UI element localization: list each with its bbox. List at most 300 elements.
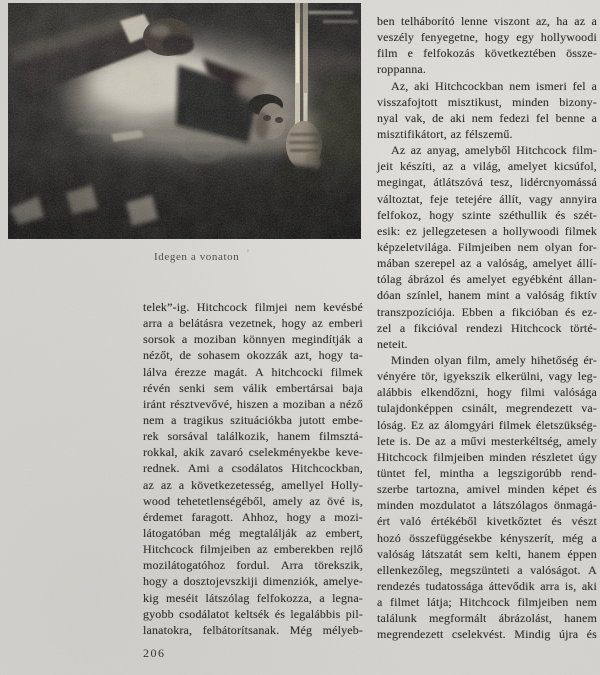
word: legszigorúbb [497, 465, 562, 480]
word: fedezi [499, 110, 530, 125]
word: hanem [448, 288, 481, 303]
word: filmjeiben [433, 449, 484, 464]
word: faragott. [191, 509, 234, 524]
text-line [377, 547, 597, 563]
word: minden [489, 449, 527, 464]
word: az [312, 316, 323, 331]
word: a [517, 562, 523, 577]
text-line [143, 413, 363, 429]
word: a [272, 396, 279, 411]
word: feje [429, 191, 449, 206]
word: aki [414, 78, 430, 93]
text-line [143, 429, 363, 445]
text-line [143, 461, 363, 477]
word: senki [179, 380, 206, 395]
word: mozilátogatóhoz [143, 558, 226, 573]
word: mozi- [334, 509, 363, 524]
text-line [377, 627, 597, 643]
word: művi [460, 433, 487, 448]
word: hiszen [236, 396, 269, 411]
word: színlel, [406, 288, 443, 303]
word: misztikust, [447, 94, 502, 109]
word: tartozna, [416, 482, 460, 497]
word: érezze [174, 364, 207, 379]
word: valósága [553, 385, 597, 400]
word: és [551, 514, 562, 529]
word: Ami [187, 461, 210, 476]
word: is. [399, 433, 412, 448]
word: egyébként [511, 272, 563, 287]
text-line [143, 445, 363, 461]
word: hollywoodi [540, 30, 597, 45]
word: részletet [531, 449, 574, 464]
word: anyag, [427, 143, 460, 158]
text-line [377, 143, 597, 159]
word: hanem [564, 611, 597, 626]
word: a [357, 332, 363, 347]
word: csodálatos [231, 461, 284, 476]
word: nem [509, 78, 531, 93]
word: e [407, 46, 414, 61]
word: jutott [299, 412, 326, 427]
word: az [450, 126, 462, 141]
word: és [274, 606, 286, 621]
word: hitchcocki [271, 364, 324, 379]
word: megformált [429, 611, 487, 626]
word: a [319, 590, 325, 605]
caption-stray-mark: ʼ [246, 248, 250, 258]
word: fel, [414, 465, 431, 480]
word: filmsztá- [318, 429, 363, 444]
word: amelyet [532, 256, 572, 271]
word: tör, [421, 369, 438, 384]
text-line [377, 288, 597, 304]
word: cselekményekbe [248, 445, 330, 460]
word: megtalálják [239, 525, 298, 540]
word: értékéből [430, 514, 477, 529]
word: minden [507, 482, 545, 497]
word: sem [469, 546, 489, 561]
text-line [377, 385, 597, 401]
text-line [377, 175, 597, 191]
word: amely [566, 433, 597, 448]
word: a [591, 78, 597, 93]
text-line [143, 526, 363, 542]
word: felfokozás [423, 46, 475, 61]
word: embertársai [276, 380, 334, 395]
text-line [377, 450, 597, 466]
word: iránt [143, 396, 166, 411]
text-line [377, 434, 597, 450]
word: De [415, 433, 431, 448]
word: amivel [466, 482, 501, 497]
text-line [377, 595, 597, 611]
word: ben [377, 14, 395, 28]
word: és [555, 207, 566, 222]
word: szinte [462, 207, 491, 222]
text-line [377, 14, 597, 30]
word: tüntet [377, 465, 406, 480]
word: ta- [349, 348, 363, 363]
word: még [209, 525, 231, 540]
text-line [377, 531, 597, 547]
word: a [591, 110, 597, 125]
word: a [481, 498, 487, 513]
word: változtat, [377, 191, 423, 206]
word: látszólag [205, 590, 250, 605]
word: megrendezett [506, 401, 573, 416]
word: ért [377, 514, 391, 529]
word: fel [536, 110, 550, 125]
word: a [591, 530, 597, 545]
word: félszemű. [465, 126, 513, 141]
word: akik [183, 445, 205, 460]
word: legna- [332, 590, 363, 605]
word: törté- [570, 320, 597, 335]
word: a [399, 320, 406, 335]
text-line [143, 510, 363, 526]
word: és [564, 304, 576, 319]
word: a [377, 595, 383, 610]
word: hollywoodi [503, 223, 560, 238]
word: mint [486, 288, 510, 303]
word: meséit [166, 590, 199, 605]
word: hihetőség [530, 352, 579, 367]
text-line [143, 316, 363, 332]
word: Ebben [461, 304, 494, 319]
word: a [491, 223, 498, 238]
word: hanem [527, 546, 561, 561]
word: állan- [568, 272, 597, 287]
word: a [450, 433, 457, 448]
word: zel [377, 320, 392, 335]
word: hogy [286, 509, 312, 524]
text-line [377, 337, 597, 353]
word: következetesség, [191, 477, 275, 492]
word: szét- [573, 207, 597, 222]
word: fiktív [570, 288, 597, 303]
word: a [178, 477, 185, 492]
word: a [483, 465, 489, 480]
word: igyekszik [443, 369, 491, 384]
word: alábbis [377, 385, 413, 400]
word: következtében [484, 46, 557, 61]
text-line [377, 46, 597, 62]
word: Hitchcock [377, 449, 428, 464]
word: kig [143, 590, 159, 605]
text-line [377, 482, 597, 498]
word: ábrázolást, [498, 611, 553, 626]
word: úgy [578, 449, 597, 464]
word: a [499, 304, 506, 319]
word: az [410, 143, 422, 158]
word: szerbe [377, 482, 409, 497]
word: érdemet [143, 509, 183, 524]
text-line [143, 365, 363, 381]
word: moziban [282, 396, 326, 411]
word: ábrázol [407, 272, 445, 287]
word: tragikus [183, 412, 224, 427]
word: dosztojevszkiji [183, 574, 258, 589]
photo-caption-text: Idegen a vonaton [154, 251, 240, 263]
word: az [442, 159, 454, 174]
word: Minden [391, 352, 430, 367]
word: sorsával [167, 429, 209, 444]
word: olyan [434, 352, 462, 367]
word: de [432, 110, 444, 125]
word: belátásra [179, 316, 224, 331]
word: képet [552, 482, 580, 497]
word: megrendezett [377, 627, 444, 642]
word: baja [342, 380, 363, 395]
page-number: 206 [143, 646, 166, 660]
text-line [143, 607, 363, 623]
word: sorsok [143, 332, 176, 347]
word: fel [572, 78, 586, 93]
word: mintha [439, 465, 475, 480]
word: és [586, 482, 597, 497]
word: valóság, [486, 256, 528, 271]
text-line [377, 498, 597, 514]
word: hogy [429, 207, 454, 222]
text-line [377, 563, 597, 579]
word: lidércnyomássá [520, 175, 597, 190]
word: aki [450, 110, 466, 125]
text-line [377, 62, 597, 78]
word: tesz, [490, 175, 513, 190]
word: vészt [571, 514, 597, 529]
right-text-column [377, 14, 597, 643]
word: csodálatot [179, 606, 230, 621]
word: rek [143, 429, 159, 444]
word: az [143, 477, 154, 492]
word: Az, [391, 78, 409, 93]
word: minden [512, 94, 550, 109]
word: a [181, 332, 188, 347]
word: kevésbé [323, 300, 363, 314]
word: megingat, [377, 175, 427, 190]
word: kelti, [495, 546, 522, 561]
word: felfokozza, [256, 590, 313, 605]
word: hogy [484, 30, 510, 45]
word: mesterkéltség, [491, 433, 563, 448]
text-line [143, 478, 363, 494]
word: zavaró [210, 445, 244, 460]
word: az [305, 525, 317, 540]
word: ér- [583, 352, 597, 367]
word: nem [575, 595, 597, 610]
word: a [217, 461, 224, 476]
text-line [143, 397, 363, 413]
word: gyobb [143, 606, 174, 621]
word: tehetetlenségéből, [176, 493, 266, 508]
photo-caption [154, 248, 250, 263]
word: és [450, 272, 461, 287]
text-line [377, 579, 597, 595]
word: okozzák [246, 348, 288, 363]
word: embert, [325, 525, 363, 540]
word: de [179, 348, 192, 363]
word: résztvevővé, [170, 396, 233, 411]
word: veszély [377, 30, 415, 45]
word: Hitchcockban [435, 78, 504, 93]
word: visszafojtott [377, 94, 438, 109]
word: látszólagos [492, 498, 548, 513]
word: révén [143, 380, 171, 395]
word: filmjei [254, 300, 288, 314]
word: nem [294, 300, 317, 314]
word: rejlő [340, 542, 363, 557]
word: film- [572, 143, 597, 158]
text-line [377, 192, 597, 208]
word: látogatóban [143, 525, 201, 540]
word: a [591, 14, 597, 28]
word: elkendőzni, [420, 385, 479, 400]
text-line [377, 30, 597, 46]
word: az [256, 542, 268, 557]
word: cselekvést. [451, 627, 506, 642]
text-line [377, 79, 597, 95]
word: keve- [335, 445, 363, 460]
word: fordul. [236, 558, 270, 573]
word: jeit [377, 159, 393, 174]
word: a [171, 412, 177, 427]
word: embe- [332, 412, 363, 427]
word: tulajdonképpen [377, 401, 454, 416]
word: való [399, 514, 422, 529]
text-line [377, 514, 597, 530]
word: mozdulatot [419, 498, 476, 513]
word: filmjeiben [199, 542, 251, 557]
word: néző [339, 396, 363, 411]
text-line [143, 381, 363, 397]
word: hogy [281, 316, 307, 331]
word: össze- [566, 46, 597, 61]
word: leg- [577, 369, 597, 384]
text-line [377, 305, 597, 321]
word: elkerülni, [495, 369, 544, 384]
word: rendezi [466, 320, 503, 335]
word: könnyen [242, 332, 286, 347]
word: olyan [544, 239, 573, 254]
word: lenne [460, 14, 488, 28]
word: a [329, 396, 336, 411]
word: roppanna. [377, 62, 426, 77]
word: kényszerít, [500, 530, 555, 545]
word: összefüggésekbe [409, 530, 492, 545]
word: vak, [404, 110, 426, 125]
word: látja; [427, 595, 452, 610]
word: átlátszóvá [433, 175, 483, 190]
word: Még [289, 622, 313, 637]
word: a [515, 288, 521, 303]
word: filmek [330, 364, 363, 379]
word: minden [377, 498, 414, 513]
word: lálva [143, 364, 168, 379]
text-line [377, 224, 597, 240]
word: Mindig [514, 627, 551, 642]
word: állít, [499, 191, 522, 206]
word: emberekben [273, 542, 335, 557]
word: a [476, 256, 482, 271]
word: keltsék [234, 606, 270, 621]
word: emberi [328, 316, 363, 331]
text-line [143, 558, 363, 574]
word: önmagá- [553, 498, 597, 513]
word: lanatokra, [143, 622, 193, 637]
word: dóan [377, 288, 401, 303]
word: filmet [389, 595, 420, 610]
word: legalábbis [290, 606, 341, 621]
word: rokkal, [143, 445, 178, 460]
word: egy [516, 30, 535, 45]
word: hogy [487, 385, 512, 400]
word: filmjeiben [517, 595, 569, 610]
word: fikcióban [511, 304, 559, 319]
word: tólag [377, 272, 402, 287]
word: tetejére [455, 191, 493, 206]
word: az [434, 433, 446, 448]
word: ez- [581, 304, 597, 319]
word: bizony- [559, 94, 597, 109]
word: annyira [559, 191, 597, 206]
word: Hitchcock [516, 143, 567, 158]
word: vagy [548, 369, 573, 384]
text-line [143, 623, 363, 639]
text-line [377, 256, 597, 272]
word: kivetkőztet [486, 514, 542, 529]
word: ismeri [536, 78, 567, 93]
word: látszatát [421, 546, 463, 561]
word: moziban [193, 332, 237, 347]
word: for- [578, 239, 597, 254]
word: életszükség- [535, 417, 597, 432]
word: esik: [377, 223, 401, 238]
word: nyal [377, 110, 399, 125]
word: készíti, [399, 159, 436, 174]
word: aki [581, 578, 597, 593]
text-line [377, 466, 597, 482]
film-still-photo [8, 3, 361, 239]
word: széthullik [498, 207, 548, 222]
text-line [377, 611, 597, 627]
word: filmek [498, 417, 532, 432]
word: kicsúfol, [553, 159, 597, 174]
word: állí- [576, 256, 597, 271]
word: Arra [280, 558, 304, 573]
word: filmek [564, 223, 597, 238]
word: törekszik, [314, 558, 363, 573]
word: magát. [214, 364, 248, 379]
word: hogy [143, 574, 168, 589]
word: az [309, 493, 321, 508]
word: nem [471, 110, 493, 125]
word: felfokoz, [377, 207, 422, 222]
word: arra [143, 316, 163, 331]
word: megindítják [291, 332, 351, 347]
word: A [588, 562, 597, 577]
word: nem [517, 239, 539, 254]
left-text-column [143, 300, 363, 639]
word: A [255, 364, 264, 379]
text-line [377, 353, 597, 369]
word: az, [535, 14, 551, 28]
word: újra [558, 627, 579, 642]
word: arra [540, 578, 560, 593]
word: Hitchcock [196, 300, 248, 314]
word: vagy [528, 191, 553, 206]
word: ha [556, 14, 568, 28]
